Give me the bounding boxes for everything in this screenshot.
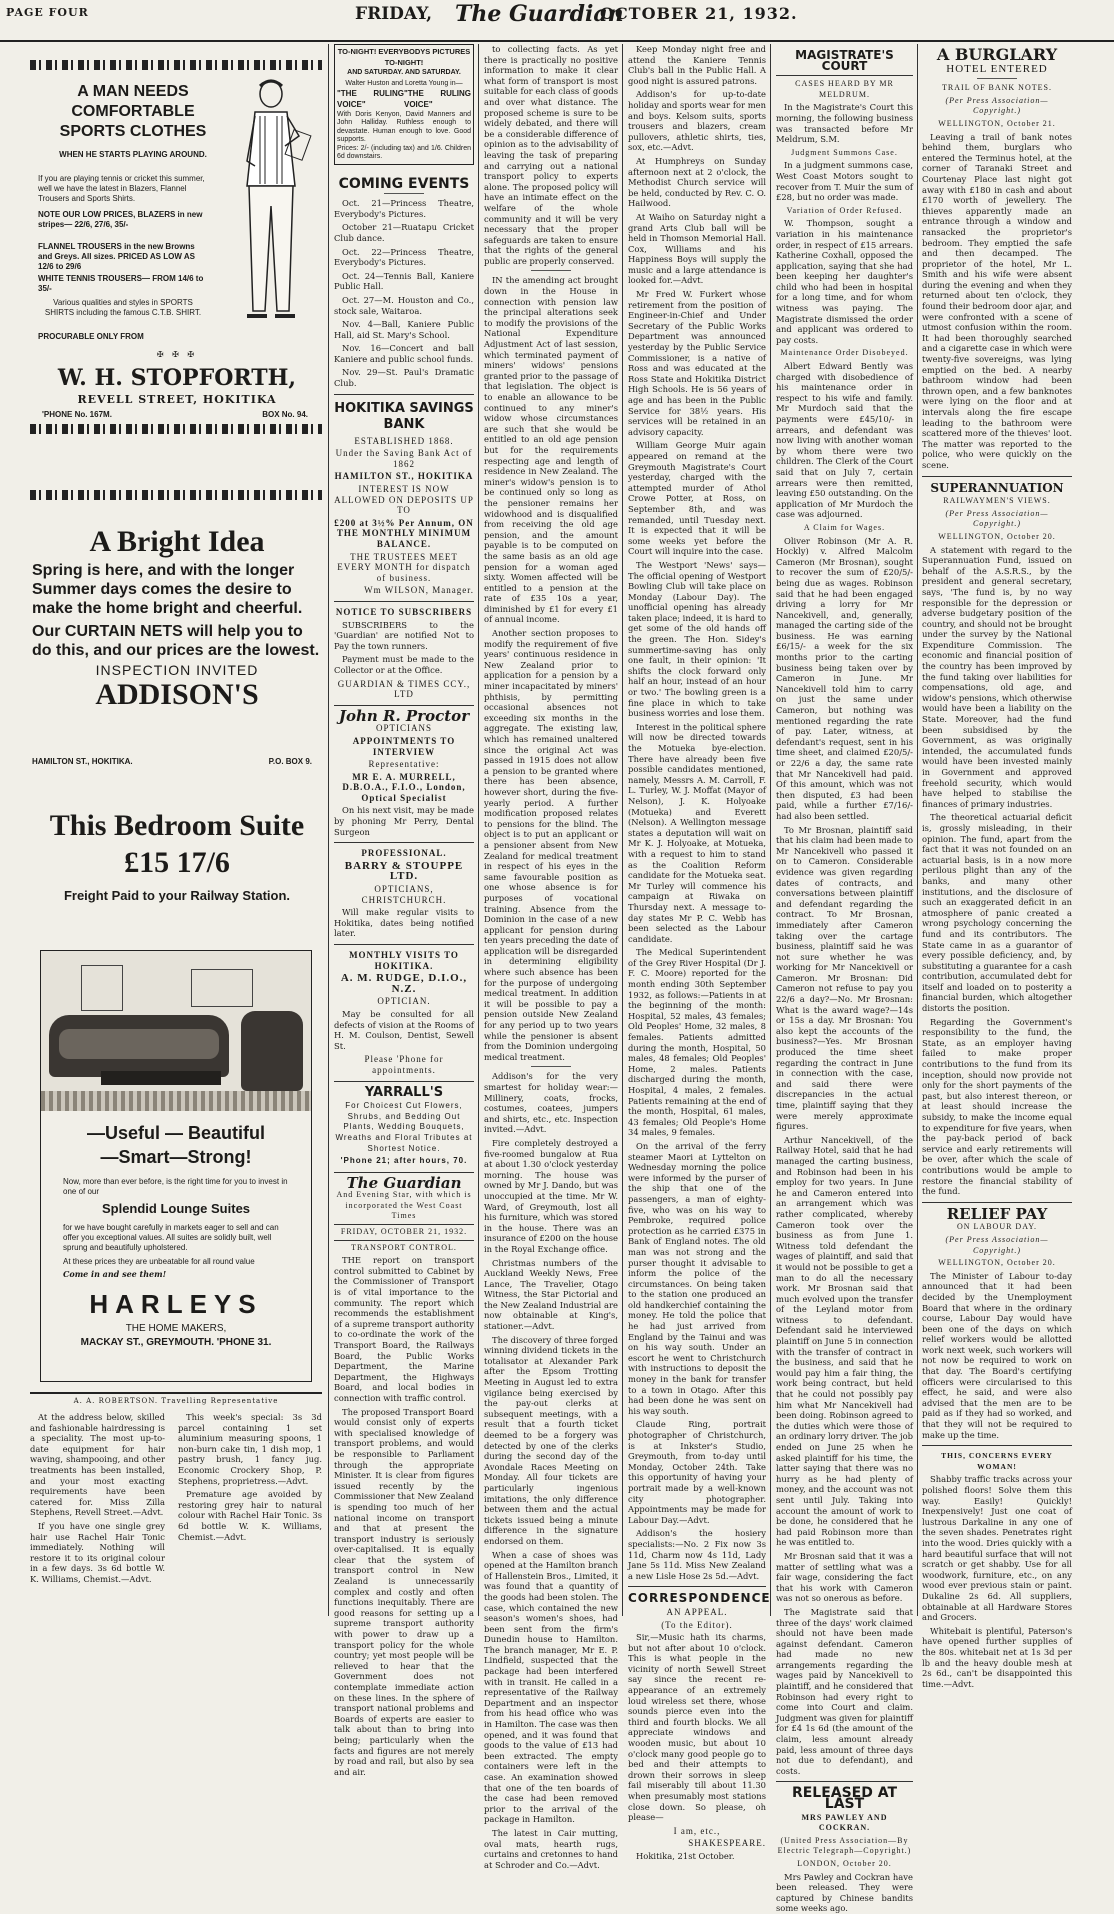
col3-para: to collecting facts. As yet there is practically no positive information to make it clear what form of transport is most suitable for each class of goods and over what distance. The proposed scheme is sure to be widely debated, and there will be a considerable difference of opinion as to the advisability of leaving the task of preparing and carrying out a national transport policy to experts alone. The proposed policy will have an intimate effect on the welfare of the whole community and it will be very necessary that the proper safeguards are taken to ensure that the rights of the general public are properly conserved. — [484, 44, 618, 266]
everybodys-l1: TO-NIGHT! EVERYBODYS PICTURES TO-NIGHT! — [337, 47, 471, 67]
court-para: In a judgment summons case, West Coast Motors sought to recover from T. Muir the sum of £28, but no order was made. — [776, 160, 913, 203]
bank-manager: Wm WILSON, Manager. — [364, 585, 474, 596]
released-body: Mrs Pawley and Cockran have been released. They were captured by Chinese bandits some weeks ago. — [776, 1871, 913, 1914]
rudge-body: May be consulted for all defects of vision at the Rooms of H. M. Coulson, Dentist, Sewell St. — [334, 1008, 474, 1051]
burglary-title: A BURGLARY — [936, 45, 1058, 64]
bank-act: Under the Saving Bank Act of 1862 — [335, 448, 473, 469]
column-2 — [334, 44, 474, 1777]
court-heading: Maintenance Order Disobeyed. — [780, 348, 909, 358]
addisons-headline: A Bright Idea — [89, 525, 265, 558]
col3-para: IN the amending act brought down in the House in connection with pension law the principal alterations seek to modify the provisions of the National Expenditure Adjustment Act of last session, which terminated payment of miners' widows' pensions granted prior to the passage of that legislation. The object is to enable an allowance to be continued to any miner's widow whose circumstances are such that she would be entitled to an old age pension but for the requirements respecting age and length of residence in New Zealand. The miner's widow's pension is to be continued only so long as the pensioner remains her widowhood and is disqualified from receiving the old age pension, and the amount payable is to be computed on the same basis as an old age pension for a woman aged sixty. Women affected will be entitled to a pension at the rate of £35 10s a year, diminished by £1 for every £1 of annual income. — [484, 275, 618, 625]
column-rule — [478, 44, 479, 1616]
col4-para: On the arrival of the ferry steamer Maori at Lyttelton on Wednesday morning the police were informed by the purser of the ship that one of the passengers, a man of eighty-five, who was on his way to Pembroke, required police protection as he carried £375 in Bank of England notes. The old man was not strong and the purser thought it advisable to inform the police of the circumstances. On being taken to the station one produced an old handkerchief containing the money. He told the police that he had just arrived from England by the Tainui and was on his way south. Under an escort he went to Christchurch with instructions to deposit the money in the bank for transfer to a town in Otago. After this had been done he was sent on his way south. — [628, 1140, 766, 1416]
burglary-sub: HOTEL ENTERED — [946, 62, 1048, 75]
burglary-sub2: TRAIL OF BANK NOTES. — [942, 83, 1052, 93]
stopforth-shirts: Various qualities and styles in SPORTS SHIRTS including the famous C.T.B. SHIRT. — [44, 298, 202, 317]
coming-events-title: COMING EVENTS — [338, 175, 470, 192]
burglary-body: Leaving a trail of bank notes behind them, burglars who entered the Terminus hotel, at the corner of Taranaki Street and Courtenay Place last night got away with £180 in cash and about £170 worth of jewellery. The thieves apparently made an entrance through a window and ransacked the proprietor's bedroom. They emptied the safe and then decamped. The proprietor of the hotel, Mr L. Smith and his wife were absent during the evening and when they returned about ten o'clock, they found their bedroom door ajar, and were confronted with a scene of utmost confusion within the room. It had been thoroughly searched and a cigarette case in which were twenty-five sovereigns, was lying emptied on the bed. A nearby bathroom window had been thrown open, and a few banknotes were lying on the floor and at intervals along the fire escape leading to the bathroom were scattered more of the thieves' loot. The matter was reported to the police, who were quickly on the scene. — [922, 131, 1072, 470]
monthly-visits: MONTHLY VISITS TO HOKITIKA. — [349, 950, 459, 971]
col3-para: Another section proposes to modify the requirement of five years' continuous residence in New Zealand prior to application for a pension by a miner incapacitated by miners' phthisis, by permitting occasional absences not exceeding six months in the aggregate. The existing law, which has remained unaltered since the original Act was passed in 1915 does not allow a pension to be granted where there has been absence, however short, during the five-yearly period. A further modification proposed relates to pensions for the blind. The object is to put an applicant or a pensioner absent from New Zealand for medical treatment in respect of his eyes in the same favourable position as one whose absence is for purposes of vocational training. Absence from the Dominion in the case of a new applicant for pension during ten years preceding the date of application will be disregarded in determining eligibility where such absence has been for the purpose of undergoing medical treatment. In addition it will be possible to pay a pension outside New Zealand for any period up to two years while the pensioner is absent from the Dominion undergoing medical treatment. — [484, 628, 618, 1062]
everybodys-l2: AND SATURDAY. AND SATURDAY. — [347, 69, 461, 77]
relief-pay-body: The Minister of Labour to-day announced that it had been decided by the Unemployment Board that where in the ordinary course, Labour Day would have been one of the days on which relief workers would be allotted work next week, such workers will not now be required to work on that day. The Board's certifying officers were circularised to this effect, he said, and were also advised that the men are to be paid as if they had so worked, and that they will not be required to make up the time. — [922, 1270, 1072, 1440]
col3-para: The latest in Cair mutting, oval mats, hearth rugs, curtains and cretonnes to hand at Schroder and Co.—Advt. — [484, 1827, 618, 1870]
proctor-rep: Representative: — [368, 759, 440, 770]
harleys-come: Come in and see them! — [63, 1269, 167, 1279]
page-label: PAGE FOUR — [6, 6, 89, 19]
stopforth-white: WHITE TENNIS TROUSERS— FROM 14/6 to 35/- — [38, 274, 204, 293]
addisons-box: P.O. BOX 9. — [268, 757, 312, 766]
column-4 — [628, 44, 771, 1861]
event-item: Oct. 22—Princess Theatre, Everybody's Pictures. — [334, 246, 474, 268]
col3-para: Fire completely destroyed a five-roomed bungalow at Rua at about 1.30 o'clock yesterday morning. The house was owned by Mr J. Dando, but was unoccupied at the time. Mr W. Ward, of Greymouth, lost all his furniture, which was stored in the house. There was an insurance of £200 on the house in the Royal Exchange office. — [484, 1137, 618, 1254]
court-heading: Variation of Order Refused. — [786, 205, 903, 215]
magistrates-title: MAGISTRATE'S COURT — [776, 50, 913, 76]
event-item: October 21—Ruatapu Cricket Club dance. — [334, 222, 474, 243]
col3-para: Addison's for the very smartest for holiday wear:—Millinery, coats, frocks, costumes, coatees, jumpers and shirts, etc., etc. Inspection invited.—Advt. — [484, 1071, 618, 1135]
stopforth-procurable: PROCURABLE ONLY FROM — [38, 332, 144, 341]
correspondence-date: Hokitika, 21st October. — [636, 1850, 735, 1861]
col4-para: Claude Ring, portrait photographer of Christchurch, is at Inkster's Studio, Greymouth, from to-day until Monday, October 24th. Take this opportunity of having your portrait made by a well-known city photographer. Appointments may be made for Labour Day.—Advt. — [628, 1419, 766, 1525]
col4-para: Addison's the hosiery specialists:—No. 2 Fix now 3s 11d, Charm now 4s 11d, Lady Jane 5s 11d. Miss New Zealand a new Lisle Hose 2s 5d.—Advt. — [628, 1528, 766, 1581]
col4-para: Keep Monday night free and attend the Kaniere Tennis Club's ball in the Public Hall. A good night is assured patrons. — [628, 44, 766, 86]
bedroom-advert — [32, 808, 322, 928]
everybodys-titles — [337, 89, 471, 110]
correspondence-sign2: SHAKESPEARE. — [688, 1838, 766, 1849]
superannuation-title: SUPERANNUATION — [930, 480, 1064, 495]
bank-interest: INTEREST IS NOW ALLOWED ON DEPOSITS UP TO — [334, 484, 474, 516]
superannuation-para: The theoretical actuarial deficit is, grossly misleading, in their opinion. The fund, apart from the fact that it was not founded on an actuarial basis, is in a now more perilous plight than any of the banks, and many other institutions, and the disclosure of such an exaggerated deficit in an atmosphere of panic created a wrong psychology concerning the fund and its contributors. The State came in as a guarantor of every possible deficiency, and, by substituting a guarantee for a cash contribution, accumulated debt for itself and loaded on to posterity a financial burden, which altogether distorts the position. — [922, 812, 1072, 1014]
everybodys-t2: "THE RULING VOICE" — [404, 89, 471, 109]
stopforth-title: A MAN NEEDS COMFORTABLE SPORTS CLOTHES — [59, 83, 207, 140]
col4-para: Mr Fred W. Furkert whose retirement from the position of Engineer-in-Chief and Under Secretary of the Public Works Department was announced yesterday by the Public Service Commissioner, is a native of Ross and was educated at the Ross State and Hokitika District High Schools. He is 56 years of age and has been in the Public Service for 38½ years. His services will be retained in an advisory capacity. — [628, 289, 766, 437]
border-strip — [30, 424, 322, 434]
col3-para: The discovery of three forged winning dividend tickets in the totalisator at Alexander Park after the Epsom Trotting Meeting in August led to extra vigilance being exercised by the pay-out clerks at subsequent meetings, with a result that a fourth ticket deemed to be a forgery was detected by one of the clerks during the second day of the Avondale Races Meeting on Monday. All four tickets are particularly ingenious imitations, the only difference between them and the actual tickets issued being a minute difference in the signature endorsed on them. — [484, 1334, 618, 1546]
correspondence-sub: AN APPEAL. — [666, 1606, 728, 1617]
column-6 — [922, 44, 1072, 1689]
page-header — [0, 0, 1114, 42]
proctor-logo: John R. Proctor — [338, 706, 470, 725]
correspondence-body: Sir,—Music hath its charms, but not after about 10 o'clock. This is what people in the vicinity of north Sewell Street say since the recent re-appearance of an extremely loud wireless set there, whose sounds pierce even into the third and fourth blocks. We all appreciate windows and wooden music, but about 10 o'clock many good people go to bed and their attempts to drown their sorrows in sleep fail miserably till about 11.30 when presumably most stations close down. So please, oh please— — [628, 1632, 766, 1823]
rudge-name: A. M. RUDGE, D.I.O., N.Z. — [340, 972, 468, 995]
notice-body2: Payment must be made to the Collector or at the Office. — [334, 654, 474, 675]
addisons-address: HAMILTON ST., HOKITIKA. — [32, 757, 133, 766]
correspondence-to: (To the Editor). — [661, 1619, 733, 1630]
bank-est: ESTABLISHED 1868. — [354, 435, 454, 446]
magistrates-sub: CASES HEARD BY MR MELDRUM. — [795, 79, 894, 99]
rudge-sub: OPTICIAN. — [377, 996, 431, 1007]
relief-pay-sub: ON LABOUR DAY. — [956, 1222, 1037, 1232]
event-item: Oct. 21—Princess Theatre, Everybody's Pictures. — [334, 198, 474, 219]
event-item: Nov. 29—St. Paul's Dramatic Club. — [334, 367, 474, 389]
everybodys-advert — [334, 44, 474, 165]
dateline: WELLINGTON, October 20. — [938, 531, 1056, 541]
masthead: The Guardian — [455, 1, 624, 27]
court-para: Arthur Nancekivell, of the Railway Hotel, said that he had managed the carting business, and Robinson had been in his employ for two years. In June he and Cameron entered into an arrangement which was rather complicated, whereby Cameron took over the business as from June 1. Witness told defendant the wages of plaintiff, and said that it would not be possible to get a man to do all the necessary work. Mr Brosnan said that much evolved upon the transfer of the Leyland motor from witness to defendant. Defendant said he interviewed plaintiff on June 5 in connection with the transfer of contract in the business, and said that he would pay him a fair thing, the work being contract, but held that he could not possibly pay him what Mr Nancekivell had been doing. Robinson agreed to the duties which were those of an ordinary lorry driver. The job ended on June 25 when he asked plaintiff for his time, the latter saying that there was no hurry as he had plenty of money, and the account was not sent until July. Taking into account the amount of work to be done, he considered that he had paid Robinson more than he was entitled to. — [776, 1134, 913, 1548]
barry-body: Will make regular visits to Hokitika, dates being notified later. — [334, 907, 474, 939]
event-item: Oct. 24—Tennis Ball, Kaniere Public Hall. — [334, 270, 474, 292]
proctor-rep-name: MR E. A. MURRELL, D.B.O.A., F.I.O., London, Optical Specialist — [342, 771, 466, 803]
stopforth-blazers: NOTE OUR LOW PRICES, BLAZERS in new stripes— 22/6, 27/6, 35/- — [38, 210, 203, 229]
header-date: OCTOBER 21, 1932. — [600, 4, 798, 23]
addisons-line1: Spring is here, and with the longer Summer days comes the desire to make the home bright and cheerful. — [32, 562, 303, 617]
harleys-name: HARLEYS — [89, 1289, 263, 1319]
barry-sub: OPTICIANS, CHRISTCHURCH. — [361, 884, 447, 905]
harleys-body3: At these prices they are unbeatable for all round value — [63, 1257, 255, 1266]
bank-street: HAMILTON ST., HOKITIKA — [334, 471, 474, 482]
stopforth-box: BOX No. 94. — [262, 410, 308, 419]
crockery-notice: This week's special: 3s 3d parcel containing 1 set aluminium measuring spoons, 1 non-burn cake tin, 1 dish mop, 1 pastry brush, 1 fancy jug. Economic Crockery Shop, P. Stephens, proprietress.—Advt. — [178, 1412, 322, 1486]
stopforth-body: If you are playing tennis or cricket this summer, well we have the latest in Blazers, Flannel Trousers and Sports Shirts. — [38, 174, 205, 203]
notice-body: SUBSCRIBERS to the 'Guardian' are notified Not to Pay the town runners. — [334, 619, 474, 651]
court-para: W. Thompson, sought a variation in his maintenance order, in respect of £15 arrears. Katherine Coxhall, opposed the application, saying that she had been keeping her daughter's child who had been in hospital for a long time, and for whom witness was paying. The Magistrate dismissed the order and applicant was ordered to pay costs. — [776, 218, 913, 345]
event-item: Oct. 27—M. Houston and Co., stock sale, Waitaroa. — [334, 294, 474, 316]
stopforth-address: REVELL STREET, HOKITIKA — [77, 393, 277, 406]
notice-sign: GUARDIAN & TIMES CCY., LTD — [337, 678, 471, 700]
hair-tonic-notice: If you have one single grey hair use Rachel Hair Tonic immediately. Nothing will restore it to its original colour in a few days. 3s 6d bottle W. K. Williams, Chemist.—Advt. — [30, 1520, 165, 1584]
guardian-body: And Evening Star, with which is incorporated the West Coast Times — [336, 1190, 472, 1221]
everybodys-t1: "THE RULING VOICE" — [337, 89, 404, 109]
addisons-name: ADDISON'S — [95, 678, 259, 711]
everybodys-l4: With Doris Kenyon, David Manners and John Halliday. Ruthless enough to devastate. Human enough to love. Good supports. — [337, 110, 471, 144]
col4-para: The Medical Superintendent of the Grey River Hospital (Dr J. F. C. Moore) reported for the month ending 30th September 1932, as follows:—Patients in at the beginning of the month: Hospital, 52 males, 43 females; Old Peoples' Home, 32 males, 8 females. Patients admitted during the month, Hospital, 50 males, 48 females; Old Peoples' Home, 2 males. Patients discharged during the month, Hospital, 4 males, 2 females. Patients remaining at the end of the month, Hospital, 61 males, 43 females; Old People's Home 34 males, 9 females. — [628, 947, 766, 1138]
bedroom-freight: Freight Paid to your Railway Station. — [63, 888, 291, 903]
proctor-appt: APPOINTMENTS TO INTERVIEW — [352, 735, 456, 757]
released-sub: MRS PAWLEY AND COCKRAN. — [801, 1812, 888, 1833]
transport-para: THE report on transport control submitted to Cabinet by the Commissioner of Transport is of vital importance to the community. The report which recommends the establishment of a supreme transport authority to co-ordinate the work of the Transport Board, the Railways Board, the Public Works Department, the Marine Department, the Highways Board, and local bodies in connection with traffic control. — [334, 1255, 474, 1403]
guardian-date: FRIDAY, OCTOBER 21, 1932. — [334, 1224, 474, 1241]
harleys-suites: Splendid Lounge Suites — [101, 1201, 251, 1216]
column-rule — [622, 44, 623, 1616]
stopforth-flannel: FLANNEL TROUSERS in the new Browns and Greys. All sizes. PRICED AS LOW AS 12/6 to 29/6 — [38, 242, 195, 271]
released-title: RELEASED AT LAST — [791, 1785, 898, 1812]
event-item: Nov. 4—Ball, Kaniere Public Hall, aid St. Mary's School. — [334, 319, 474, 340]
harleys-smart: —Smart—Strong! — [100, 1147, 252, 1167]
everybodys-l5: Prices: 2/- (including tax) and 1/6. Children 6d downstairs. — [337, 144, 471, 161]
transport-heading: TRANSPORT CONTROL. — [351, 1242, 457, 1252]
bank-trustees: THE TRUSTEES MEET EVERY MONTH for dispatch of business. — [337, 551, 471, 583]
harleys-tag: THE HOME MAKERS, — [125, 1323, 227, 1334]
court-para: To Mr Brosnan, plaintiff said that his claim had been made to Mr Nancekivell who passed it on to Cameron. Considerable evidence was given regarding dates of contracts, and conversations between plaintiff and defendant regarding the contract. To Mr Brosnan, immediately after Cameron taking over the cartage business, plaintiff said he was not sure whether he was working for Mr Nancekivell or Cameron. Mr Brosnan: Did Cameron not refuse to pay you 22/6 a day?—No. Mr Brosnan: What is the award wage?—14s or 15s a day. Mr Brosnan: You also kept the accounts of the business?—Yes. Mr Brosnan produced the time sheet regarding the contract in June in connection with the case, and said there were discrepancies in the actual time, plaintiff saying that they were merely approximate figures. — [776, 824, 913, 1132]
lounge-suite-illustration — [41, 951, 311, 1111]
header-day: FRIDAY, — [355, 4, 433, 24]
whitebait-notice: Whitebait is plentiful, Paterson's have opened further supplies of the 80s. whitebait net at 1s 3d per lb and the heavy double mesh at 2s 6d., can't be disappointed this time.—Advt. — [922, 1625, 1072, 1689]
court-para: Oliver Robinson (Mr A. R. Hockly) v. Alfred Malcolm Cameron (Mr Brosnan), sought to recover the sum of £20/5/- being due as wages. Robinson said that he had been engaged driving a lorry for Mr Nancekivell, and, generally, managed the carting side of the business. He was earning £6/15/- a week for the six months prior to the carting business being taken over by Cameron in June. Mr Nancekivell told him to carry on just the same under Cameron, but nothing was mentioned regarding the rate of pay. Later, witness, at defendant's request, sent in his time sheet, and claimed £20/5/- or 22/6 a day, the same rate that Mr Nancekivell had paid. Of this amount, which was not then disputed, £3 had been paid, while a further £7/16/- had also been settled. — [776, 535, 913, 821]
robertson-line: A. A. ROBERTSON. Travelling Representative — [30, 1392, 322, 1405]
guardian-title: The Guardian — [346, 1173, 462, 1192]
superannuation-para: A statement with regard to the Superannuation Fund, issued on behalf of the A.S.R.S., by the president and general secretary, says, 'The fund is, by no way responsible for the depression or adverse budgetary position of the country, and should not be brought under the survey by the National Expenditure Commission. The economic and financial position of the country has been improved by the fund taking over liabilities for compensations, old age, and widow's pensions, which otherwise would have been a liability on the State. Moreover, had the fund been subsidised by the Government, as was originally intended, the accumulated funds would have been invested mainly in Government and approved freehold security, which would have helped to stabilise the finances of primary industries. — [922, 544, 1072, 809]
border-strip — [30, 490, 322, 500]
column-rule — [917, 44, 918, 1616]
yarralls-body: For Choicest Cut Flowers, Shrubs, and Bedding Out Plants, Wedding Bouquets, Wreaths and Floral Tributes at Shortest Notice. — [335, 1101, 473, 1153]
professional-title: PROFESSIONAL. — [361, 848, 447, 859]
bedroom-title: This Bedroom Suite — [49, 809, 305, 842]
court-para: The Magistrate said that three of the days' work claimed should not have been made against defendant. Cameron had made no new arrangements regarding the wages paid by Nancekivell to plaintiff, and he considered that Robinson had every right to come into Court and claim. Judgment was given for plaintiff for £4 1s 6d (the amount of the claim, less amount already paid, less amount of three days not due to defendant), and costs. — [776, 1606, 913, 1776]
press-source: (Per Press Association— Copyright.) — [945, 95, 1049, 116]
transport-para: The proposed Transport Board would consist only of experts with specialised knowledge of transport problems, and would be responsible to Parliament through the appropriate Minister. It is clear from figures issued recently by the Commissioner that New Zealand is spending too much of her national income on transport and that at present the transport industry is seriously over-capitalised. It is equally clear that the system of transport control in New Zealand is unnecessarily complex and costly and often functions inequitably. There are good reasons for setting up a supreme transport authority with power to draw up a transport policy for the whole country; yet most people will be relieved to hear that the Government does not contemplate immediate action on these lines. In the sphere of transport national problems and Boards of experts are easier to talk about than to bring into being; particularly when the facts and figures are not merely by road and rail, but also by sea and air. — [334, 1406, 474, 1777]
col4-para: Addison's for up-to-date holiday and sports wear for men and boys. Kelsom suits, sports trousers and blazers, cream pullovers, athletic shirts, ties, sox, etc.—Advt. — [628, 89, 766, 153]
dateline: WELLINGTON, October 20. — [938, 1258, 1056, 1268]
press-source: (Per Press Association— Copyright.) — [945, 508, 1049, 529]
stopforth-advert — [30, 60, 322, 435]
released-source: (United Press Association—By Electric Telegraph—Copyright.) — [777, 1835, 912, 1856]
notice-title: NOTICE TO SUBSCRIBERS — [335, 606, 473, 617]
col3-para: Christmas numbers of the Auckland Weekly News, Free Lance, The Travelier, Otago Witness, the Star Pictorial and the New Zealand Industrial are now obtainable at King's, stationer.—Advt. — [484, 1257, 618, 1332]
harleys-useful: —Useful — Beautiful — [86, 1123, 265, 1143]
premature-age-notice: Premature age avoided by restoring grey hair to natural colour with Rachel Hair Tonic. 3s 6d bottle W. K. Williams, Chemist.—Advt. — [178, 1489, 322, 1542]
court-para: In the Magistrate's Court this morning, the following business was transacted before Mr Meldrum, S.M. — [776, 102, 913, 145]
harleys-body: Now, more than ever before, is the right time for you to invest in one of our — [63, 1177, 288, 1196]
released-date: LONDON, October 20. — [797, 1858, 892, 1868]
everybodys-l3: Walter Huston and Loretta Young in— — [345, 79, 463, 87]
stopforth-name: W. H. STOPFORTH, — [57, 365, 297, 391]
relief-pay-title: RELIEF PAY — [946, 1204, 1048, 1223]
bedroom-price: £15 17/6 — [124, 846, 230, 879]
decorative-rule: ✠ ✠ ✠ — [156, 350, 198, 359]
proctor-sub: OPTICIANS — [375, 723, 432, 734]
superannuation-sub: RAILWAYMEN'S VIEWS. — [943, 496, 1051, 506]
border-strip — [30, 60, 322, 70]
rudge-appt: Please 'Phone for appointments. — [364, 1054, 444, 1075]
col4-para: At Humphreys on Sunday afternoon next at 2 o'clock, the Methodist Church service will be held, conducted by Rev. C. O. Hailwood. — [628, 155, 766, 209]
addisons-inspection: INSPECTION INVITED — [95, 662, 259, 678]
press-source: (Per Press Association— Copyright.) — [945, 1234, 1049, 1255]
court-heading: Judgment Summons Case. — [791, 147, 898, 157]
event-item: Nov. 16—Concert and ball Kaniere and public school funds. — [334, 343, 474, 364]
col4-para: William George Muir again appeared on remand at the Greymouth Magistrate's Court yesterday, charged with the attempted murder of Athol Crowe Potter, at Ross, on September 8th, and was remanded, until Tuesday next. It is expected that it will be some weeks yet before the Court will inquire into the case. — [628, 440, 766, 557]
col4-para: At Waiho on Saturday night a grand Arts Club ball will be held in Thomson Memorial Hall. Cox, Williams and his Happiness Boys will supply the music and a large attendance is looked for.—Advt. — [628, 211, 766, 286]
court-para: Albert Edward Bently was charged with disobedience of his maintenance order in respect to his wife and family. Mr Murdoch said that the payments were £45/10/- in arrears, and defendant was now living with another woman by whom there were two children. The Clerk of the Court said that on July 7, certain arrears were then remitted, leaving £50 outstanding. On the application of Mr Murdoch the case was adjourned. — [776, 361, 913, 520]
dateline: WELLINGTON, October 21. — [938, 118, 1056, 128]
correspondence-title: CORRESPONDENCE — [628, 1591, 771, 1606]
stopforth-sub: WHEN HE STARTS PLAYING AROUND. — [59, 150, 207, 159]
harleys-address: MACKAY ST., GREYMOUTH. 'PHONE 31. — [80, 1337, 272, 1348]
sportsman-illustration — [225, 76, 317, 331]
addisons-advert — [32, 525, 322, 775]
yarralls-title: YARRALL'S — [364, 1084, 444, 1100]
superannuation-para: Regarding the Government's responsibility to the fund, the State, as an employer having failed to make proper contributions to the fund from its inception, should now provide not only for the short payments of the past, but also interest thereon, or at least should increase the subsidy, to make the income equal to expenditure for five years, when the pay-back period of back service and early retirements will be over, after which the scale of contributions would be ample to restore the financial stability of the fund. — [922, 1016, 1072, 1197]
court-heading: A Claim for Wages. — [803, 522, 886, 532]
column-5 — [776, 44, 913, 1914]
col4-para: The Westport 'News' says—The official opening of Westport Bowling Club will take place on Monday (Labour Day). The unofficial opening has already taken place; indeed, it is hard to get some of the old hands off the green. The Hon. Sidey's summertime-saving has only one fault, in their opinion: 'It shifts the clock forward only half an hour, instead of an hour or two.' The bowling green is a fine place in which to take business worries and lose them. — [628, 559, 766, 719]
bank-rate: £200 at 3½% Per Annum, ON THE MONTHLY MINIMUM BALANCE. — [334, 517, 474, 549]
court-para: Mr Brosnan said that it was a matter of settling what was a fair wage, considering the fact that his work with Cameron was not so onerous as before. — [776, 1550, 913, 1604]
yarralls-phone: 'Phone 21; after hours, 70. — [340, 1156, 468, 1166]
addisons-line2: Our CURTAIN NETS will help you to do this, and our prices are the lowest. — [32, 623, 320, 659]
women-title: THIS, CONCERNS EVERY WOMAN! — [941, 1451, 1053, 1471]
harleys-advert — [40, 950, 312, 1382]
proctor-body: On his next visit, may be made by phoning Mr Perry, Dental Surgeon — [334, 805, 474, 837]
correspondence-sign1: I am, etc., — [673, 1825, 721, 1836]
column-rule — [770, 44, 771, 1616]
col3-para: When a case of shoes was opened at the Hamilton branch of Hallenstein Bros., Limited, it was found that a quantity of the goods had been stolen. The case, which contained the new season's women's shoes, had been sent from the firm's Dunedin house to Hamilton. The branch manager, Mr E. P. Lindfield, suspected that the package had been interfered with in transit. He called in a representative of the Railway Department and an inspector from his head office who was in Hamilton. The case was then opened, and it was found that goods to the value of £13 had been extracted. The empty containers were left in the case. An examination showed that one of the ten boards of the case had been removed prior to the arrival of the package in Hamilton. — [484, 1549, 618, 1825]
darkaline-notice: Shabby traffic tracks across your polished floors! Solve them this way. Easily! Quickly! Inexpensively! Just one coat of lustrous Darkaline in any one of the seven shades. Penetrates right into the wood. Dries quickly with a hard beautiful surface that will not scratch or get shabby. Use for all woodwork, furniture, etc., on any wood ever previous stain or paint. Dukaline 2s 6d. All suppliers, obtainable at all Hardware Stores and Grocers. — [922, 1474, 1072, 1623]
column-rule — [328, 44, 329, 1616]
hairdressing-notice: At the address below, skilled and fashionable hairdressing is a speciality. The most up-to-date equipment for hair waving, shampooing, and other treatments has been installed, and your most exacting requirements have been catered for. Miss Zilla Stephens, Revell Street.—Advt. — [30, 1412, 165, 1518]
harleys-body2: for we have bought carefully in markets eager to sell and can offer you exceptional values. All suites are solidly built, well sprung and beautifully upholstered. — [63, 1223, 279, 1252]
col4-para: Interest in the political sphere will now be directed towards the Motueka bye-election. There have already been five possible candidates mentioned, namely, Messrs A. M. Carroll, F. L. Turley, W. J. Moffat (Mayor of Nelson), J. K. Holyoake (Motueka) and Everett (Nelson). A Wellington message states a deputation will wait on Mr K. J. Holyoake, at Motueka, with a request to him to stand as the Coalition Reform candidate for the Motueka seat. Mr Turley will commence his campaign at Riwaka on Thursday next. A message to-day states Mr P. C. Webb has been selected as the Labour candidate. — [628, 721, 766, 944]
stopforth-phone: 'PHONE No. 167M. — [42, 410, 112, 419]
column-3 — [484, 44, 618, 1870]
bottom-left-column — [30, 1412, 165, 1612]
bottom-mid-column — [178, 1412, 322, 1612]
savings-bank-title: HOKITIKA SAVINGS BANK — [334, 400, 474, 432]
barry-name: BARRY & STOUPPE LTD. — [344, 859, 464, 883]
